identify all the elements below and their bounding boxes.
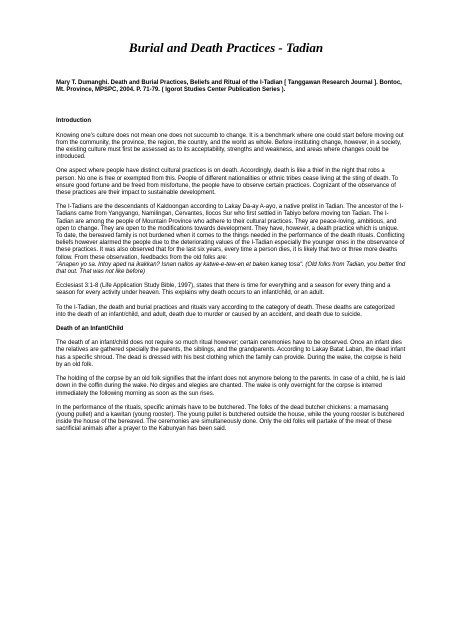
intro-quote: "Anapen yo sa. Intoy aped na ikakkan? Isnan nallos ay katwe-e-tew-en et baken kaneg tosa". (Old folks from Tadian, you better find that out. That was not like before) xyxy=(56,261,406,276)
intro-paragraph-2: One aspect where people have distinct cultural practices is on death. Accordingly, death is like a thief in the night that robs a person. No one is free or exempted from this. People of different nationalities or ethnic tribes cease living at the sting of death. To ensure good fortune and be freed from misfortune, the people have to observe certain practices. Cognizant of the observance of these practices are their impact to sustainable development. xyxy=(56,168,398,197)
infant-paragraph-3: In the performance of the rituals, specific animals have to be butchered. The folks of the dead butcher chickens: a mamasang (young pullet) and a kawitan (young rooster). The young pullet is butchered outside the house, while the young rooster is butchered inside the house of the bereaved. The ceremonies are simultaneously done. Only the old folks will partake of the meat of these sacrificial animals after a prayer to the Kabunyan has been said. xyxy=(56,404,405,433)
document-body xyxy=(56,80,406,434)
citation: Mary T. Dumanghi. Death and Burial Practices, Beliefs and Ritual of the I-Tadian [ Tanggawan Research Journal ]. Bontoc, Mt. Province, MPSPC, 2004. P. 71-79. ( Igorot Studies Center Publication Series ). xyxy=(56,80,402,94)
infant-paragraph-2: The holding of the corpse by an old folk signifies that the infant does not anymore belong to the parents. In case of a child, he is laid down in the coffin during the wake. No dirges and elegies are chanted. The wake is only overnight for the corpse is interred immediately the following morning as soon as the sun rises. xyxy=(56,376,406,397)
introduction-heading: Introduction xyxy=(56,118,91,125)
infant-death-heading: Death of an Infant/Child xyxy=(56,326,124,333)
infant-paragraph-1: The death of an infant/child does not require so much ritual however; certain ceremonies have to be observed. Once an infant dies the relatives are gathered specially the parents, the siblings, and the grandparents. According to Lakay Batat Laban, the dead infant has a specific shroud. The dead is dressed with his best clothing which the family can provide. During the wake, the corpse is held by an old folk. xyxy=(56,340,406,368)
intro-paragraph-4: Ecclesiast 3:1-8 (Life Application Study Bible, 1997), states that there is time for everything and a season for every thing and a season for every activity under heaven. This explains why death occurs to an infant/child, or an adult. xyxy=(56,283,391,297)
intro-paragraph-5: To the I-Tadian, the death and burial practices and rituals vary according to the category of death. These deaths are categorized into the death of an infant/child, and adult, death due to murder or caused by an accident, and death due to suicide. xyxy=(56,304,395,318)
intro-paragraph-3: The I-Tadians are the descendants of Kaldoongan according to Lakay Da-ay A-ayo, a native prelist in Tadian. The ancestor of the I-Tadians came from Yangyango, Namilingan, Cervantes, Ilocos Sur who first settled in Tabiyo before moving ton Tadian. The I-Tadian are among the people of Mountain Province who adhere to their cultural practices. They are peace-loving, ambitious, and open to change. They are open to the modifications towards development. They have, however, a death practice which is unique. To date, the bereaved family is not burdened when it comes to the things needed in the performance of the death rituals. Conflicting beliefs however alarmed the people due to the deteriorating values of the I-Tadian especially the younger ones in the observance of these practices. It was also observed that for the last six years, every time a person dies, it is likely that two or three more deaths follow. From these observation, feedbacks from the old folks are: xyxy=(56,204,405,261)
document-title: Burial and Death Practices - Tadian xyxy=(128,40,324,55)
intro-paragraph-1: Knowing one's culture does not mean one does not succumb to change. It is a benchmark where one could start before moving out from the community, the province, the region, the country, and the world as whole. Before instituting change, however, in a society, the existing culture must first be assessed as to its acceptability, strengths and weakness, and areas where changes could be introduced. xyxy=(56,132,404,161)
